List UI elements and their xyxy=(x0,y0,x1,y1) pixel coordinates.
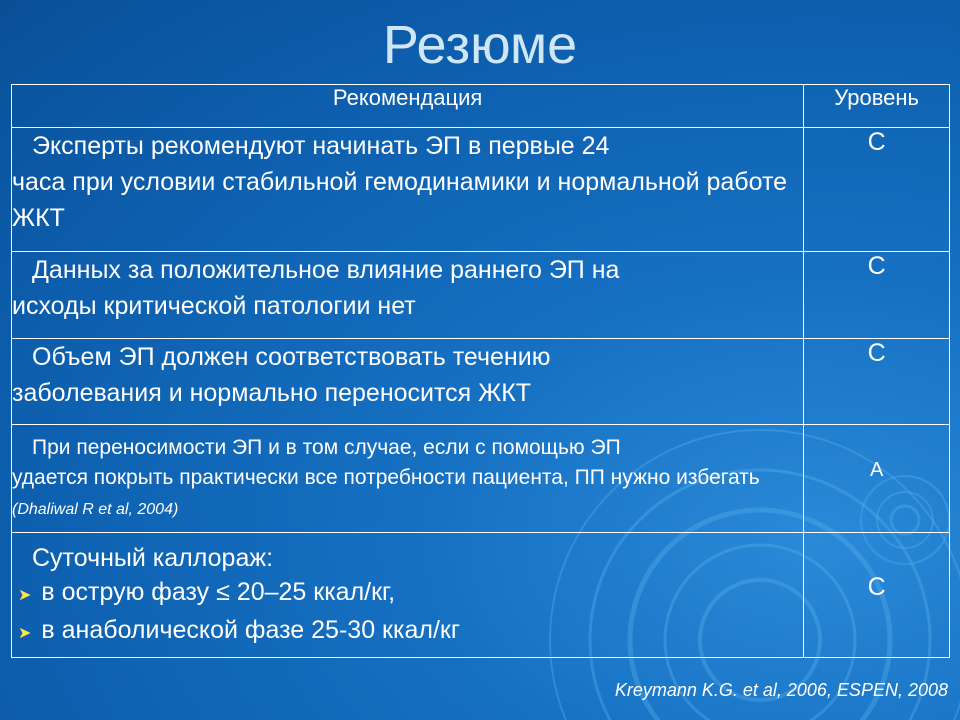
table-header-row xyxy=(12,85,950,128)
recommendation-cell xyxy=(12,425,804,533)
recommendation-cell xyxy=(12,533,804,658)
recommendation-text-line1: Данных за положительное влияние раннего ЭП на xyxy=(32,256,620,284)
table-row xyxy=(12,128,950,252)
level-cell: А xyxy=(804,425,950,533)
recommendation-text-line1: Объем ЭП должен соответствовать течению xyxy=(32,343,551,371)
recommendation-text: исходы критической патологии нет xyxy=(12,292,416,320)
header-level: Уровень xyxy=(804,85,950,128)
level-cell: С xyxy=(804,339,950,425)
footer-citation: Kreymann K.G. et al, 2006, ESPEN, 2008 xyxy=(614,680,948,700)
recommendations-table xyxy=(11,84,950,658)
bullet-text: в анаболической фазе 25-30 ккал/кг xyxy=(41,616,460,644)
bullet-text: в острую фазу ≤ 20–25 ккал/кг, xyxy=(41,578,396,606)
list-item xyxy=(12,575,803,613)
recommendation-cell xyxy=(12,339,804,425)
list-item xyxy=(12,613,803,651)
recommendation-text-line1: При переносимости ЭП и в том случае, если с помощью ЭП xyxy=(32,436,621,459)
table-row xyxy=(12,425,950,533)
level-cell: С xyxy=(804,533,950,658)
header-recommendation: Рекомендация xyxy=(12,85,804,128)
recommendation-text-rest: удается покрыть практически все потребности пациента, ПП нужно избегать xyxy=(12,466,760,489)
recommendation-text: часа при условии стабильной гемодинамики и нормальной работе ЖКТ xyxy=(12,168,788,232)
page-title: Резюме xyxy=(382,15,578,75)
citation: (Dhaliwal R et al, 2004) xyxy=(12,501,179,518)
table-row xyxy=(12,339,950,425)
table-row xyxy=(12,252,950,339)
level-cell: С xyxy=(804,128,950,252)
recommendation-text xyxy=(12,463,803,525)
recommendation-cell xyxy=(12,252,804,339)
level-cell: С xyxy=(804,252,950,339)
arrow-bullet-icon: ➤ xyxy=(18,587,32,604)
table-row xyxy=(12,533,950,658)
calorie-heading: Суточный каллораж: xyxy=(32,544,274,572)
recommendation-text: заболевания и нормально переносится ЖКТ xyxy=(12,379,532,407)
recommendation-cell xyxy=(12,128,804,252)
arrow-bullet-icon: ➤ xyxy=(18,625,32,642)
recommendation-text-line1: Эксперты рекомендуют начинать ЭП в первые 24 xyxy=(32,132,610,160)
